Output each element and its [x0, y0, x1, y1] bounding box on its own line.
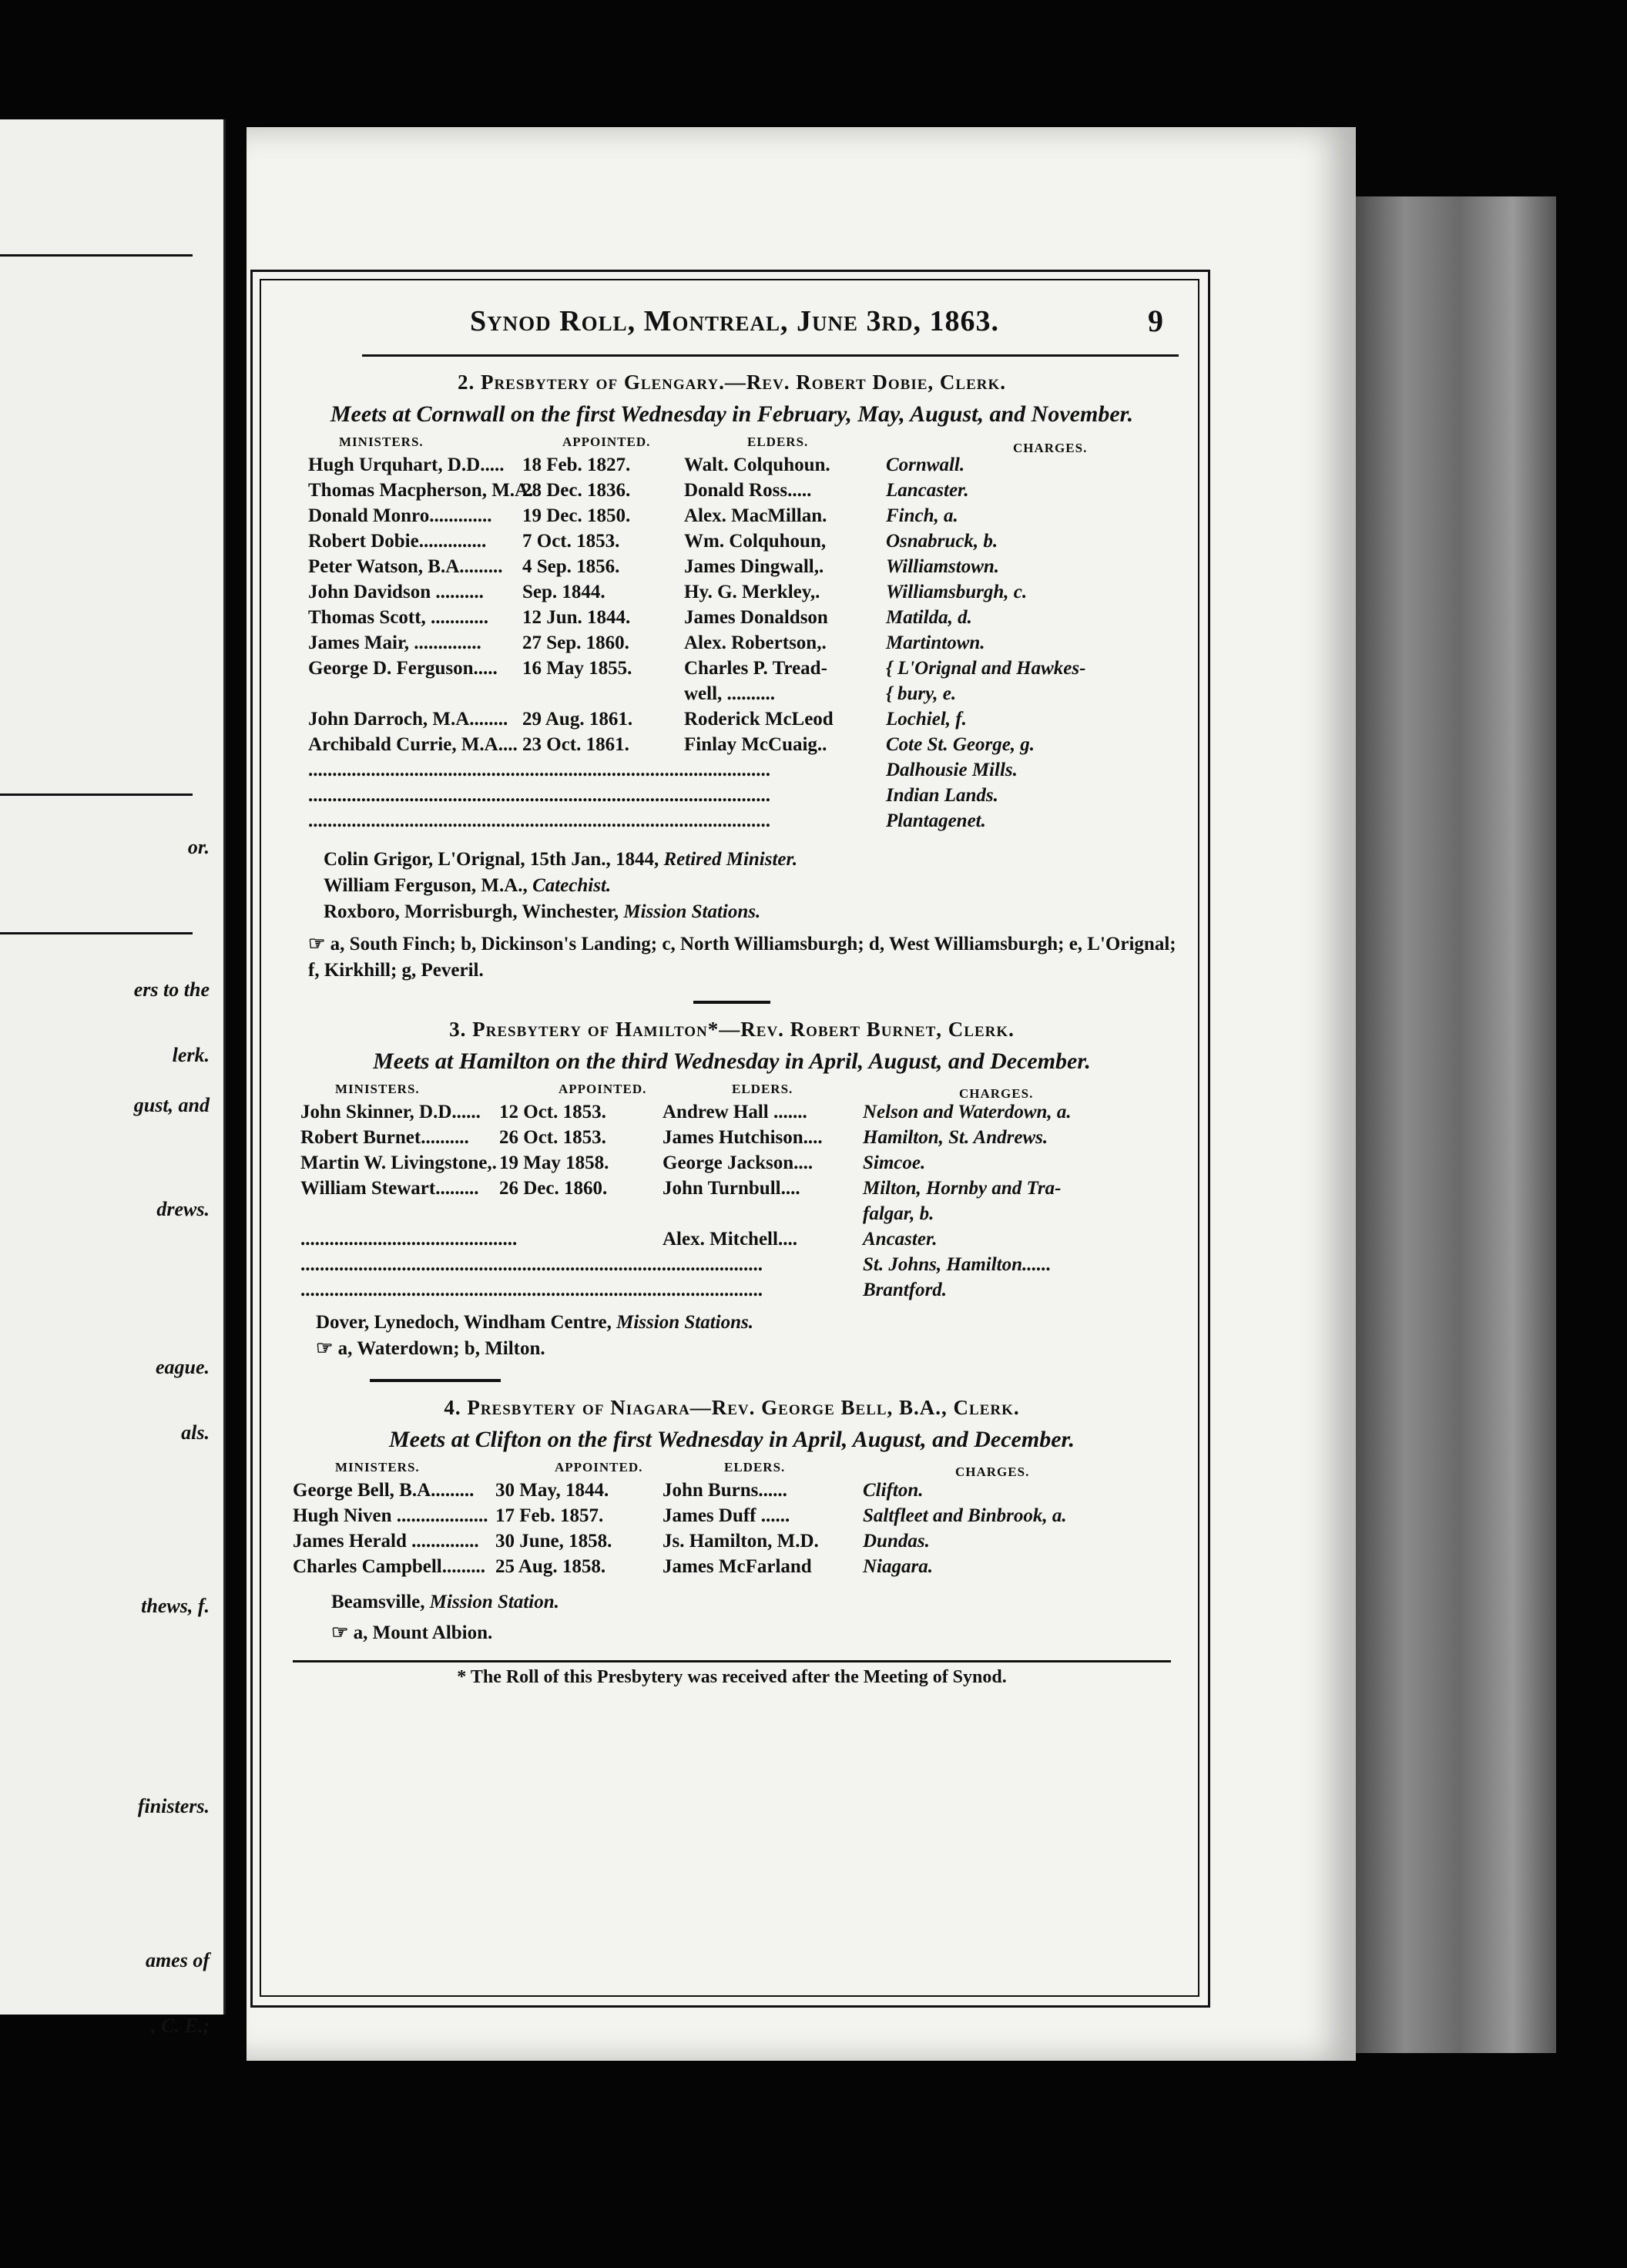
book-page-edges: [1340, 196, 1556, 2053]
charge-key: [277, 1620, 1186, 1646]
roll-table: [277, 455, 1186, 836]
charge-cell: Clifton.: [863, 1480, 924, 1501]
minister-cell: ................................................................................................: [308, 760, 770, 780]
footnote: * The Roll of this Presbytery was received after the Meeting of Synod.: [457, 1667, 1007, 1687]
charge-cell: Brantford.: [863, 1280, 948, 1300]
elder-cell: Roderick McLeod: [684, 709, 834, 730]
text-fragment: lerk.: [172, 1044, 210, 1066]
charge-cell: Milton, Hornby and Tra-: [863, 1178, 1062, 1199]
charge-key: [277, 931, 1186, 984]
text-fragment: finisters.: [137, 1795, 210, 1817]
elder-cell: Js. Hamilton, M.D.: [663, 1531, 819, 1552]
col-ministers: MINISTERS.: [339, 434, 424, 449]
charge-cell: Ancaster.: [863, 1229, 938, 1250]
table-row: [277, 1480, 1186, 1505]
table-row: [277, 683, 1186, 709]
table-row: [277, 734, 1186, 760]
minister-cell: Thomas Macpherson, M.A.: [308, 480, 534, 501]
charge-cell: Finch, a.: [886, 505, 958, 526]
page-header: [277, 297, 1186, 354]
table-row: [277, 455, 1186, 480]
col-elders: ELDERS.: [732, 1082, 793, 1096]
charge-cell: falgar, b.: [863, 1203, 934, 1224]
appointed-cell: 17 Feb. 1857.: [495, 1505, 604, 1526]
table-row: [277, 1127, 1186, 1152]
pointing-hand-icon: ☞: [308, 934, 326, 955]
table-row: [277, 760, 1186, 785]
minister-cell: Peter Watson, B.A.........: [308, 556, 503, 577]
pointing-hand-icon: ☞: [331, 1622, 349, 1643]
previous-page-sliver: [0, 119, 226, 2037]
table-row: [277, 785, 1186, 810]
elder-cell: Hy. G. Merkley,.: [684, 582, 820, 602]
note-line: William Ferguson, M.A., Catechist.: [324, 875, 612, 896]
appointed-cell: 23 Oct. 1861.: [522, 734, 629, 755]
charge-cell: Williamstown.: [886, 556, 1000, 577]
meeting-info: Meets at Clifton on the first Wednesday in April, August, and December.: [388, 1427, 1075, 1452]
col-charges: CHARGES.: [1013, 441, 1088, 455]
table-row: [277, 1229, 1186, 1254]
page-number: 9: [1148, 304, 1163, 338]
presbytery-hamilton: [277, 1018, 1186, 1362]
charge-key-text: a, Waterdown; b, Milton.: [337, 1338, 545, 1359]
minister-cell: Charles Campbell.........: [293, 1556, 485, 1577]
text-fragment: gust, and: [133, 1094, 210, 1116]
minister-cell: George D. Ferguson.....: [308, 658, 498, 679]
elder-cell: Andrew Hall .......: [663, 1102, 807, 1122]
charge-cell: Plantagenet.: [886, 810, 986, 831]
appointed-cell: 27 Sep. 1860.: [522, 632, 629, 653]
col-appointed: APPOINTED.: [555, 1460, 643, 1475]
minister-cell: ................................................................................................: [300, 1280, 763, 1300]
charge-cell: Indian Lands.: [886, 785, 998, 806]
elder-cell: James McFarland: [663, 1556, 812, 1577]
charge-cell: Dundas.: [863, 1531, 930, 1552]
divider: [0, 793, 193, 796]
col-charges: CHARGES.: [959, 1086, 1034, 1101]
table-row: [277, 1152, 1186, 1178]
table-row: [277, 1280, 1186, 1305]
text-fragment: drews.: [156, 1198, 210, 1220]
charge-cell: Matilda, d.: [886, 607, 972, 628]
col-elders: ELDERS.: [724, 1460, 786, 1475]
table-row: [277, 505, 1186, 531]
minister-cell: Robert Burnet..........: [300, 1127, 469, 1148]
charge-cell: Osnabruck, b.: [886, 531, 998, 552]
column-headers: [277, 1455, 1186, 1480]
minister-cell: ................................................................................................: [308, 810, 770, 831]
minister-cell: Archibald Currie, M.A....: [308, 734, 518, 755]
appointed-cell: 19 Dec. 1850.: [522, 505, 631, 526]
col-appointed: APPOINTED.: [562, 434, 651, 449]
notes: [277, 1310, 1186, 1336]
divider: [0, 254, 193, 257]
charge-cell: Niagara.: [863, 1556, 933, 1577]
table-row: [277, 480, 1186, 505]
table-row: [277, 1178, 1186, 1203]
minister-cell: ................................................................................................: [300, 1254, 763, 1275]
table-row: [277, 1556, 1186, 1582]
minister-cell: Hugh Niven ...................: [293, 1505, 488, 1526]
charge-cell: Saltfleet and Binbrook, a.: [863, 1505, 1067, 1526]
roll-table: [277, 1102, 1186, 1305]
minister-cell: John Davidson ..........: [308, 582, 484, 602]
note-line: Dover, Lynedoch, Windham Centre, Mission Stations.: [316, 1312, 753, 1333]
note-line: Colin Grigor, L'Orignal, 15th Jan., 1844, Retired Minister.: [324, 849, 798, 870]
header-rule: [362, 354, 1179, 357]
elder-cell: James Donaldson: [684, 607, 828, 628]
roll-table: [277, 1480, 1186, 1582]
note-line: Roxboro, Morrisburgh, Winchester, Mission Stations.: [324, 901, 761, 922]
minister-cell: John Darroch, M.A........: [308, 709, 508, 730]
table-row: [277, 709, 1186, 734]
table-row: [277, 1102, 1186, 1127]
table-row: [277, 632, 1186, 658]
col-ministers: MINISTERS.: [335, 1460, 420, 1475]
text-fragment: eague.: [155, 1356, 210, 1378]
text-fragment: , C. E.;: [151, 2015, 210, 2037]
text-fragment: ames of: [145, 1949, 210, 1971]
minister-cell: Hugh Urquhart, D.D.....: [308, 455, 505, 475]
appointed-cell: 18 Feb. 1827.: [522, 455, 631, 475]
text-fragment: ers to the: [133, 978, 210, 1001]
pointing-hand-icon: ☞: [316, 1338, 334, 1359]
charge-cell: Nelson and Waterdown, a.: [863, 1102, 1072, 1122]
section-separator: [370, 1379, 501, 1382]
appointed-cell: 29 Aug. 1861.: [522, 709, 633, 730]
minister-cell: .............................................: [300, 1229, 518, 1250]
charge-cell: { bury, e.: [886, 683, 957, 704]
section-heading: 4. Presbytery of Niagara—Rev. George Bell, B.A., Clerk.: [444, 1396, 1020, 1419]
appointed-cell: 7 Oct. 1853.: [522, 531, 620, 552]
footnote-rule: [293, 1660, 1171, 1662]
col-appointed: APPOINTED.: [559, 1082, 647, 1096]
minister-cell: Donald Monro.............: [308, 505, 492, 526]
charge-cell: Dalhousie Mills.: [886, 760, 1018, 780]
charge-cell: Simcoe.: [863, 1152, 926, 1173]
table-row: [277, 582, 1186, 607]
elder-cell: George Jackson....: [663, 1152, 814, 1173]
charge-cell: St. Johns, Hamilton......: [863, 1254, 1052, 1275]
appointed-cell: 12 Oct. 1853.: [499, 1102, 606, 1122]
appointed-cell: 26 Oct. 1853.: [499, 1127, 606, 1148]
section-heading: 3. Presbytery of Hamilton*—Rev. Robert Burnet, Clerk.: [449, 1018, 1015, 1041]
table-row: [277, 1531, 1186, 1556]
notes: [277, 847, 1186, 925]
meeting-info: Meets at Hamilton on the third Wednesday in April, August, and December.: [373, 1048, 1091, 1074]
elder-cell: John Turnbull....: [663, 1178, 800, 1199]
table-row: [277, 556, 1186, 582]
elder-cell: Charles P. Tread-: [684, 658, 827, 679]
appointed-cell: 28 Dec. 1836.: [522, 480, 631, 501]
text-fragment: als.: [181, 1421, 210, 1444]
col-charges: CHARGES.: [955, 1464, 1030, 1479]
elder-cell: well, ..........: [684, 683, 776, 704]
text-fragment: thews, f.: [141, 1595, 210, 1617]
minister-cell: William Stewart.........: [300, 1178, 479, 1199]
charge-cell: Lochiel, f.: [886, 709, 967, 730]
appointed-cell: 19 May 1858.: [499, 1152, 609, 1173]
elder-cell: John Burns......: [663, 1480, 787, 1501]
section-heading: 2. Presbytery of Glengary.—Rev. Robert Dobie, Clerk.: [457, 371, 1007, 394]
appointed-cell: 12 Jun. 1844.: [522, 607, 631, 628]
charge-cell: Martintown.: [886, 632, 985, 653]
col-ministers: MINISTERS.: [335, 1082, 420, 1096]
charge-cell: { L'Orignal and Hawkes-: [886, 658, 1086, 679]
elder-cell: Finlay McCuaig..: [684, 734, 827, 755]
presbytery-glengary: [277, 371, 1186, 984]
elder-cell: Donald Ross.....: [684, 480, 812, 501]
charge-cell: Hamilton, St. Andrews.: [863, 1127, 1048, 1148]
minister-cell: James Herald ..............: [293, 1531, 479, 1552]
section-separator: [693, 1001, 770, 1004]
table-row: [277, 1505, 1186, 1531]
appointed-cell: 26 Dec. 1860.: [499, 1178, 608, 1199]
minister-cell: James Mair, ..............: [308, 632, 481, 653]
charge-cell: Cornwall.: [886, 455, 965, 475]
table-row: [277, 810, 1186, 836]
charge-key-text: a, Mount Albion.: [353, 1622, 493, 1643]
presbytery-niagara: [277, 1396, 1186, 1646]
appointed-cell: 30 June, 1858.: [495, 1531, 612, 1552]
meeting-info: Meets at Cornwall on the first Wednesday in February, May, August, and November.: [330, 401, 1134, 427]
table-row: [277, 531, 1186, 556]
minister-cell: Robert Dobie..............: [308, 531, 487, 552]
column-headers: [277, 430, 1186, 455]
elder-cell: Alex. Mitchell....: [663, 1229, 797, 1250]
divider: [0, 932, 193, 934]
appointed-cell: 4 Sep. 1856.: [522, 556, 620, 577]
table-row: [277, 658, 1186, 683]
elder-cell: Alex. MacMillan.: [684, 505, 827, 526]
text-fragment: or.: [187, 836, 210, 858]
charge-cell: Williamsburgh, c.: [886, 582, 1028, 602]
table-row: [277, 607, 1186, 632]
appointed-cell: 16 May 1855.: [522, 658, 632, 679]
appointed-cell: 25 Aug. 1858.: [495, 1556, 606, 1577]
minister-cell: Martin W. Livingstone,.: [300, 1152, 497, 1173]
col-elders: ELDERS.: [747, 434, 809, 449]
appointed-cell: Sep. 1844.: [522, 582, 606, 602]
elder-cell: Alex. Robertson,.: [684, 632, 827, 653]
elder-cell: James Hutchison....: [663, 1127, 823, 1148]
elder-cell: James Dingwall,.: [684, 556, 824, 577]
appointed-cell: 30 May, 1844.: [495, 1480, 609, 1501]
charge-cell: Lancaster.: [886, 480, 969, 501]
minister-cell: George Bell, B.A.........: [293, 1480, 475, 1501]
charge-cell: Cote St. George, g.: [886, 734, 1035, 755]
elder-cell: Walt. Colquhoun.: [684, 455, 830, 475]
table-row: [277, 1254, 1186, 1280]
minister-cell: Thomas Scott, ............: [308, 607, 489, 628]
minister-cell: ................................................................................................: [308, 785, 770, 806]
note-line: Beamsville, Mission Station.: [331, 1592, 559, 1612]
page-content: [277, 297, 1186, 1688]
notes: [277, 1589, 1186, 1615]
elder-cell: James Duff ......: [663, 1505, 790, 1526]
minister-cell: John Skinner, D.D......: [300, 1102, 481, 1122]
charge-key: [277, 1336, 1186, 1362]
charge-key-text: a, South Finch; b, Dickinson's Landing; c, North Williamsburgh; d, West Williamsburgh; e, L'Orignal; f, Kirkhill; g, Peveril.: [308, 934, 1176, 981]
page-title: Synod Roll, Montreal, June 3rd, 1863.: [470, 305, 999, 337]
table-row: [277, 1203, 1186, 1229]
column-headers: [277, 1077, 1186, 1102]
elder-cell: Wm. Colquhoun,: [684, 531, 827, 552]
